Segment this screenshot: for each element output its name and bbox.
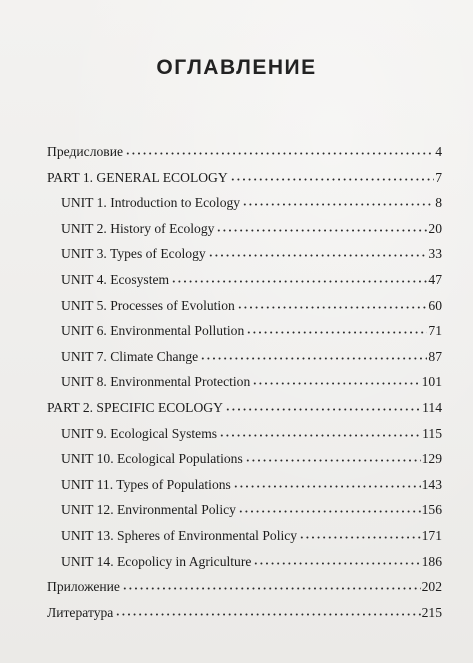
toc-entry (61, 449, 442, 469)
toc-entry-label: UNIT 8. Environmental Protection (61, 374, 251, 389)
toc-entry-page-number: 186 (421, 554, 442, 569)
toc-entry-page-number: 20 (428, 221, 442, 236)
toc-entry-label: PART 2. SPECIFIC ECOLOGY (47, 400, 223, 415)
toc-entry (61, 347, 442, 367)
dot-leader (216, 219, 427, 233)
toc-entry (61, 321, 442, 341)
toc-entry-page-number: 171 (421, 528, 442, 543)
toc-entry-label: UNIT 13. Spheres of Environmental Policy (61, 528, 298, 543)
toc-entry-label: UNIT 14. Ecopolicy in Agriculture (61, 554, 252, 569)
toc-entry (61, 500, 442, 520)
toc-entry-label: Предисловие (47, 144, 124, 159)
toc-entry (47, 398, 442, 418)
toc-entry-label: PART 1. GENERAL ECOLOGY (47, 170, 228, 185)
toc-entry-label: UNIT 3. Types of Ecology (61, 246, 206, 261)
toc-entry-page-number: 143 (421, 477, 442, 492)
toc-entry-page-number: 115 (422, 426, 442, 441)
toc-entry-page-number: 7 (435, 170, 442, 185)
toc-entry-label: UNIT 4. Ecosystem (61, 272, 170, 287)
dot-leader (246, 321, 427, 335)
dot-leader (208, 244, 428, 258)
toc-entry-label: UNIT 9. Ecological Systems (61, 426, 218, 441)
toc-entry-label: Приложение (47, 579, 120, 594)
dot-leader (125, 142, 434, 156)
dot-leader (171, 270, 427, 284)
toc-entry (61, 552, 442, 572)
dot-leader (245, 449, 421, 463)
toc-entry-page-number: 129 (421, 451, 442, 466)
dot-leader (200, 347, 427, 361)
toc-entry-page-number: 8 (435, 195, 442, 210)
toc-entry-page-number: 71 (428, 323, 442, 338)
dot-leader (252, 372, 420, 386)
toc-entry-label: UNIT 2. History of Ecology (61, 221, 215, 236)
toc-entry-label: UNIT 6. Environmental Pollution (61, 323, 245, 338)
toc-entry (61, 219, 442, 239)
toc-entry (47, 603, 442, 623)
page-title: ОГЛАВЛЕНИЕ (156, 56, 317, 79)
toc-entry-page-number: 4 (435, 144, 442, 159)
toc-entry-page-number: 215 (421, 605, 442, 620)
dot-leader (242, 193, 434, 207)
toc-entry-page-number: 156 (421, 502, 442, 517)
toc-entry (61, 244, 442, 264)
dot-leader (230, 168, 435, 182)
toc-entry-page-number: 202 (421, 579, 442, 594)
dot-leader (233, 475, 421, 489)
dot-leader (237, 296, 428, 310)
toc-entry-label: Литература (47, 605, 114, 620)
toc-entry-label: UNIT 1. Introduction to Ecology (61, 195, 241, 210)
dot-leader (225, 398, 421, 412)
toc-entry-label: UNIT 11. Types of Populations (61, 477, 231, 492)
toc-entry (61, 270, 442, 290)
toc-entry-page-number: 101 (421, 374, 442, 389)
toc-entry-label: UNIT 12. Environmental Policy (61, 502, 236, 517)
toc-entry-label: UNIT 10. Ecological Populations (61, 451, 243, 466)
toc-entry-page-number: 60 (428, 298, 442, 313)
toc-entry-page-number: 87 (428, 349, 442, 364)
toc-entry (61, 296, 442, 316)
toc-entry (61, 193, 442, 213)
toc-entry (47, 142, 442, 162)
toc-entry (61, 526, 442, 546)
dot-leader (238, 500, 421, 514)
toc-entry-page-number: 33 (428, 246, 442, 261)
toc-entry-label: UNIT 7. Climate Change (61, 349, 199, 364)
dot-leader (122, 577, 421, 591)
toc-entry (47, 577, 442, 597)
toc-entry (61, 372, 442, 392)
dot-leader (115, 603, 420, 617)
dot-leader (253, 552, 420, 566)
toc-entry-label: UNIT 5. Processes of Evolution (61, 298, 235, 313)
toc-entry-page-number: 47 (428, 272, 442, 287)
toc-entry-page-number: 114 (422, 400, 442, 415)
toc-entry (61, 424, 442, 444)
toc-entry (61, 475, 442, 495)
dot-leader (299, 526, 421, 540)
dot-leader (219, 424, 421, 438)
toc-entry (47, 168, 442, 188)
